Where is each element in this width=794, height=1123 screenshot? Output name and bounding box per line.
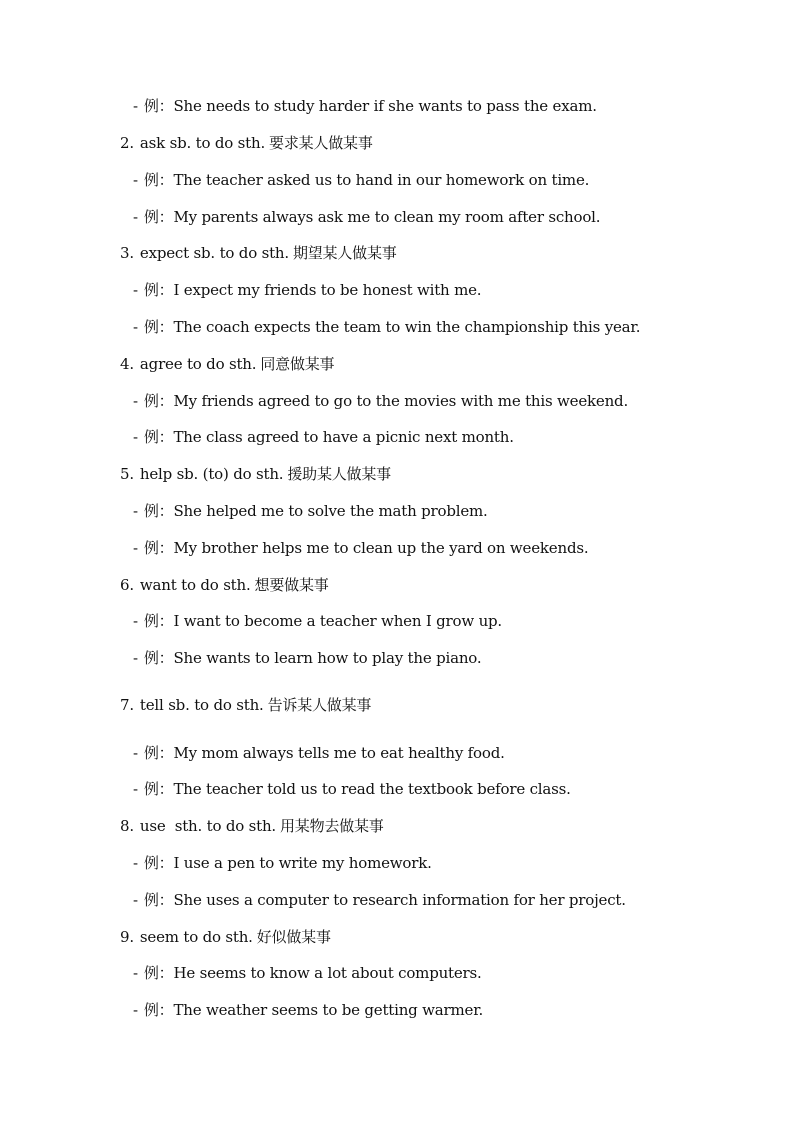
- example-text: I use a pen to write my homework.: [173, 854, 432, 872]
- phrase-meaning: 想要做某事: [254, 576, 329, 594]
- phrase-heading: [120, 243, 397, 263]
- phrase-text: ask sb. to do sth.: [139, 134, 266, 152]
- example-line: [133, 611, 502, 631]
- bullet-dash: -: [133, 780, 138, 798]
- phrase-heading: [120, 927, 331, 947]
- example-line: [133, 280, 481, 300]
- item-number: 6.: [120, 576, 134, 594]
- example-label: 例：: [143, 281, 174, 299]
- example-line: [133, 391, 628, 411]
- bullet-dash: -: [133, 744, 138, 762]
- example-line: [133, 427, 514, 447]
- example-line: [133, 317, 640, 337]
- example-line: [133, 890, 626, 910]
- example-text: She uses a computer to research information for her project.: [173, 891, 626, 909]
- phrase-meaning: 同意做某事: [260, 355, 335, 373]
- phrase-meaning: 要求某人做某事: [269, 134, 373, 152]
- example-text: My mom always tells me to eat healthy food.: [173, 744, 505, 762]
- item-number: 2.: [120, 134, 134, 152]
- example-label: 例：: [143, 964, 174, 982]
- bullet-dash: -: [133, 502, 138, 520]
- phrase-meaning: 用某物去做某事: [280, 817, 384, 835]
- phrase-text: want to do sth.: [139, 576, 251, 594]
- phrase-heading: [120, 816, 384, 836]
- example-label: 例：: [143, 1001, 174, 1019]
- phrase-heading: [120, 575, 329, 595]
- example-label: 例：: [143, 208, 174, 226]
- example-label: 例：: [143, 502, 174, 520]
- item-number: 3.: [120, 244, 134, 262]
- phrase-text: tell sb. to do sth.: [139, 696, 264, 714]
- bullet-dash: -: [133, 891, 138, 909]
- example-label: 例：: [143, 854, 174, 872]
- phrase-text: help sb. (to) do sth.: [139, 465, 284, 483]
- example-label: 例：: [143, 891, 174, 909]
- phrase-meaning: 告诉某人做某事: [267, 696, 372, 714]
- example-text: The class agreed to have a picnic next month.: [173, 428, 514, 446]
- bullet-dash: -: [133, 649, 138, 667]
- example-label: 例：: [143, 539, 174, 557]
- example-line: [133, 853, 432, 873]
- item-number: 5.: [120, 465, 134, 483]
- example-line: [133, 1000, 483, 1020]
- example-line: [133, 207, 600, 227]
- example-label: 例：: [143, 649, 174, 667]
- example-label: 例：: [143, 97, 174, 115]
- phrase-text: agree to do sth.: [139, 355, 257, 373]
- bullet-dash: -: [133, 1001, 138, 1019]
- bullet-dash: -: [133, 612, 138, 630]
- example-line: [133, 779, 571, 799]
- example-text: The teacher asked us to hand in our homework on time.: [173, 171, 590, 189]
- phrase-meaning: 期望某人做某事: [292, 244, 397, 262]
- bullet-dash: -: [133, 428, 138, 446]
- example-line: [133, 648, 481, 668]
- bullet-dash: -: [133, 171, 138, 189]
- bullet-dash: -: [133, 539, 138, 557]
- bullet-dash: -: [133, 392, 138, 410]
- phrase-heading: [120, 133, 373, 153]
- example-text: She helped me to solve the math problem.: [173, 502, 488, 520]
- example-label: 例：: [143, 171, 174, 189]
- example-text: She wants to learn how to play the piano.: [173, 649, 482, 667]
- phrase-meaning: 援助某人做某事: [287, 465, 391, 483]
- example-text: The teacher told us to read the textbook before class.: [173, 780, 571, 798]
- bullet-dash: -: [133, 281, 138, 299]
- example-line: [133, 501, 488, 521]
- example-text: The weather seems to be getting warmer.: [173, 1001, 484, 1019]
- bullet-dash: -: [133, 97, 138, 115]
- example-label: 例：: [143, 392, 174, 410]
- phrase-heading: [120, 464, 391, 484]
- bullet-dash: -: [133, 208, 138, 226]
- bullet-dash: -: [133, 854, 138, 872]
- example-label: 例：: [143, 744, 174, 762]
- example-line: [133, 170, 589, 190]
- phrase-text: expect sb. to do sth.: [139, 244, 289, 262]
- example-label: 例：: [143, 780, 174, 798]
- item-number: 4.: [120, 355, 134, 373]
- example-text: I want to become a teacher when I grow up.: [173, 612, 502, 630]
- example-label: 例：: [143, 612, 174, 630]
- example-label: 例：: [143, 318, 174, 336]
- example-text: I expect my friends to be honest with me.: [173, 281, 482, 299]
- example-line: [133, 96, 597, 116]
- example-text: My parents always ask me to clean my room after school.: [173, 208, 601, 226]
- bullet-dash: -: [133, 318, 138, 336]
- example-line: [133, 963, 482, 983]
- example-text: My brother helps me to clean up the yard on weekends.: [173, 539, 589, 557]
- phrase-text: use sth. to do sth.: [139, 817, 276, 835]
- example-text: My friends agreed to go to the movies with me this weekend.: [173, 392, 629, 410]
- item-number: 9.: [120, 928, 134, 946]
- phrase-heading: [120, 695, 371, 715]
- phrase-heading: [120, 354, 334, 374]
- item-number: 7.: [120, 696, 134, 714]
- example-text: He seems to know a lot about computers.: [173, 964, 482, 982]
- phrase-text: seem to do sth.: [139, 928, 253, 946]
- bullet-dash: -: [133, 964, 138, 982]
- example-label: 例：: [143, 428, 174, 446]
- phrase-meaning: 好似做某事: [256, 928, 331, 946]
- example-text: She needs to study harder if she wants to pass the exam.: [173, 97, 597, 115]
- example-line: [133, 538, 588, 558]
- example-text: The coach expects the team to win the championship this year.: [173, 318, 641, 336]
- item-number: 8.: [120, 817, 134, 835]
- example-line: [133, 743, 505, 763]
